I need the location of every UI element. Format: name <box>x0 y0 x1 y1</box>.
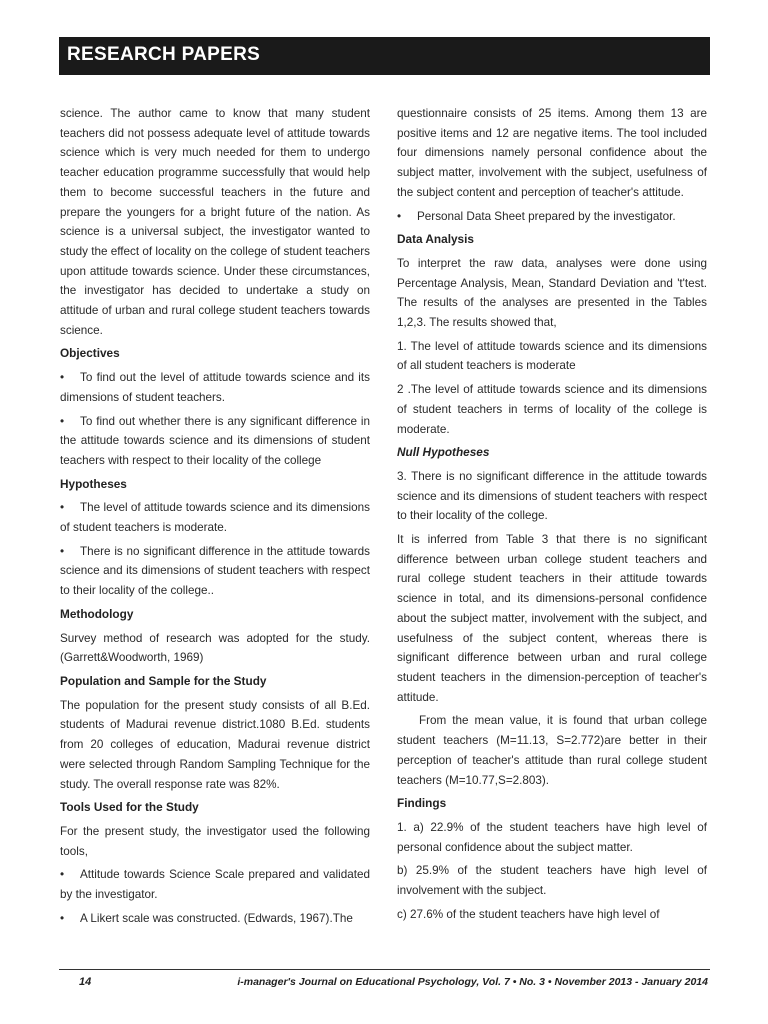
data-analysis-heading: Data Analysis <box>397 232 474 247</box>
bullet-icon: • <box>60 868 65 882</box>
journal-citation: i-manager's Journal on Educational Psychology, Vol. 7 • No. 3 • November 2013 - January 2014 <box>237 976 708 988</box>
findings-heading: Findings <box>397 796 447 811</box>
methodology-heading: Methodology <box>60 606 134 621</box>
null-hypothesis-item: 3. There is no significant difference in the attitude towards science and its dimensions of student teachers with respect to their locality of the college. <box>397 469 707 523</box>
footer-rule <box>59 969 710 970</box>
objective-item: • To find out the level of attitude towards science and its dimensions of student teachers. <box>60 368 370 407</box>
intro-paragraph: science. The author came to know that many student teachers did not possess adequate level of attitude towards science which is very much needed for them to undergo teacher education programme successfully that would help them to become successful teachers in the future and prepare the youngers for a bright future of the nation. As science is a universal subject, the investigator wanted to study the effect of locality on the college of student teachers upon attitude towards science. Under these circumstances, the investigator has decided to undertake a study on attitude of urban and rural college student teachers towards science. <box>60 107 370 337</box>
bullet-icon: • <box>60 544 65 558</box>
questionnaire-paragraph: questionnaire consists of 25 items. Among them 13 are positive items and 12 are negative items. The tool included four dimensions namely personal confidence about the subject matter, involvement with the subject, usefulness of the subject content and perception of teacher's attitude. <box>397 107 707 199</box>
objectives-heading: Objectives <box>60 346 120 361</box>
tool-item: • A Likert scale was constructed. (Edwards, 1967).The <box>60 909 370 929</box>
null-hypotheses-heading: Null Hypotheses <box>397 445 490 460</box>
objective-item: • To find out whether there is any significant difference in the attitude towards science and its dimensions of student teachers with respect to their locality of the college <box>60 412 370 471</box>
finding-item: c) 27.6% of the student teachers have high level of <box>397 907 660 921</box>
result-item: 2 .The level of attitude towards science and its dimensions of student teachers in terms of locality of the college is moderate. <box>397 383 707 436</box>
bullet-icon: • <box>60 911 65 925</box>
tools-paragraph: For the present study, the investigator used the following tools, <box>60 824 370 858</box>
hypothesis-item: • The level of attitude towards science and its dimensions of student teachers is moderate. <box>60 498 370 537</box>
bullet-icon: • <box>60 501 65 515</box>
hypothesis-item: • There is no significant difference in the attitude towards science and its dimensions of student teachers with respect to their locality of the college.. <box>60 542 370 601</box>
result-item: 1. The level of attitude towards science and its dimensions of all student teachers is moderate <box>397 339 707 373</box>
tool-item: • Personal Data Sheet prepared by the investigator. <box>397 207 707 227</box>
population-paragraph: The population for the present study consists of all B.Ed. students of Madurai revenue district.1080 B.Ed. students from 20 colleges of education, Madurai revenue district were selected through Random Sampling Technique for the study. The overall response rate was 82%. <box>60 698 370 791</box>
bullet-icon: • <box>60 414 65 428</box>
inference-paragraph: It is inferred from Table 3 that there is no significant difference between urban college student teachers and rural college student teachers in their attitude towards science in total, and its dimensions-personal confidence about the subject matter, involvement with the subject, and usefulness of the subject content, whereas there is significant difference between urban and rural college student teachers in the dimension-perception of teacher's attitude. <box>397 533 707 704</box>
population-heading: Population and Sample for the Study <box>60 673 267 688</box>
hypotheses-heading: Hypotheses <box>60 476 127 491</box>
left-column <box>60 104 370 932</box>
tools-heading: Tools Used for the Study <box>60 800 199 815</box>
section-header <box>59 37 710 75</box>
page-number: 14 <box>79 976 92 988</box>
right-column <box>397 104 707 928</box>
methodology-paragraph: Survey method of research was adopted for the study. (Garrett&Woodworth, 1969) <box>60 631 370 665</box>
section-title: RESEARCH PAPERS <box>67 44 261 65</box>
finding-item: b) 25.9% of the student teachers have high level of involvement with the subject. <box>397 864 707 898</box>
tool-item: • Attitude towards Science Scale prepared and validated by the investigator. <box>60 865 370 904</box>
mean-paragraph: From the mean value, it is found that urban college student teachers (M=11.13, S=2.772)are better in their perception of teacher's attitude than rural college student teachers (M=10.77,S=2.803). <box>397 714 707 787</box>
data-analysis-paragraph: To interpret the raw data, analyses were done using Percentage Analysis, Mean, Standard Deviation and 't'test. The results of the analyses are presented in the Tables 1,2,3. The results showed that, <box>397 256 707 330</box>
finding-item: 1. a) 22.9% of the student teachers have high level of personal confidence about the subject matter. <box>397 820 707 854</box>
bullet-icon: • <box>397 209 402 223</box>
bullet-icon: • <box>60 371 65 385</box>
